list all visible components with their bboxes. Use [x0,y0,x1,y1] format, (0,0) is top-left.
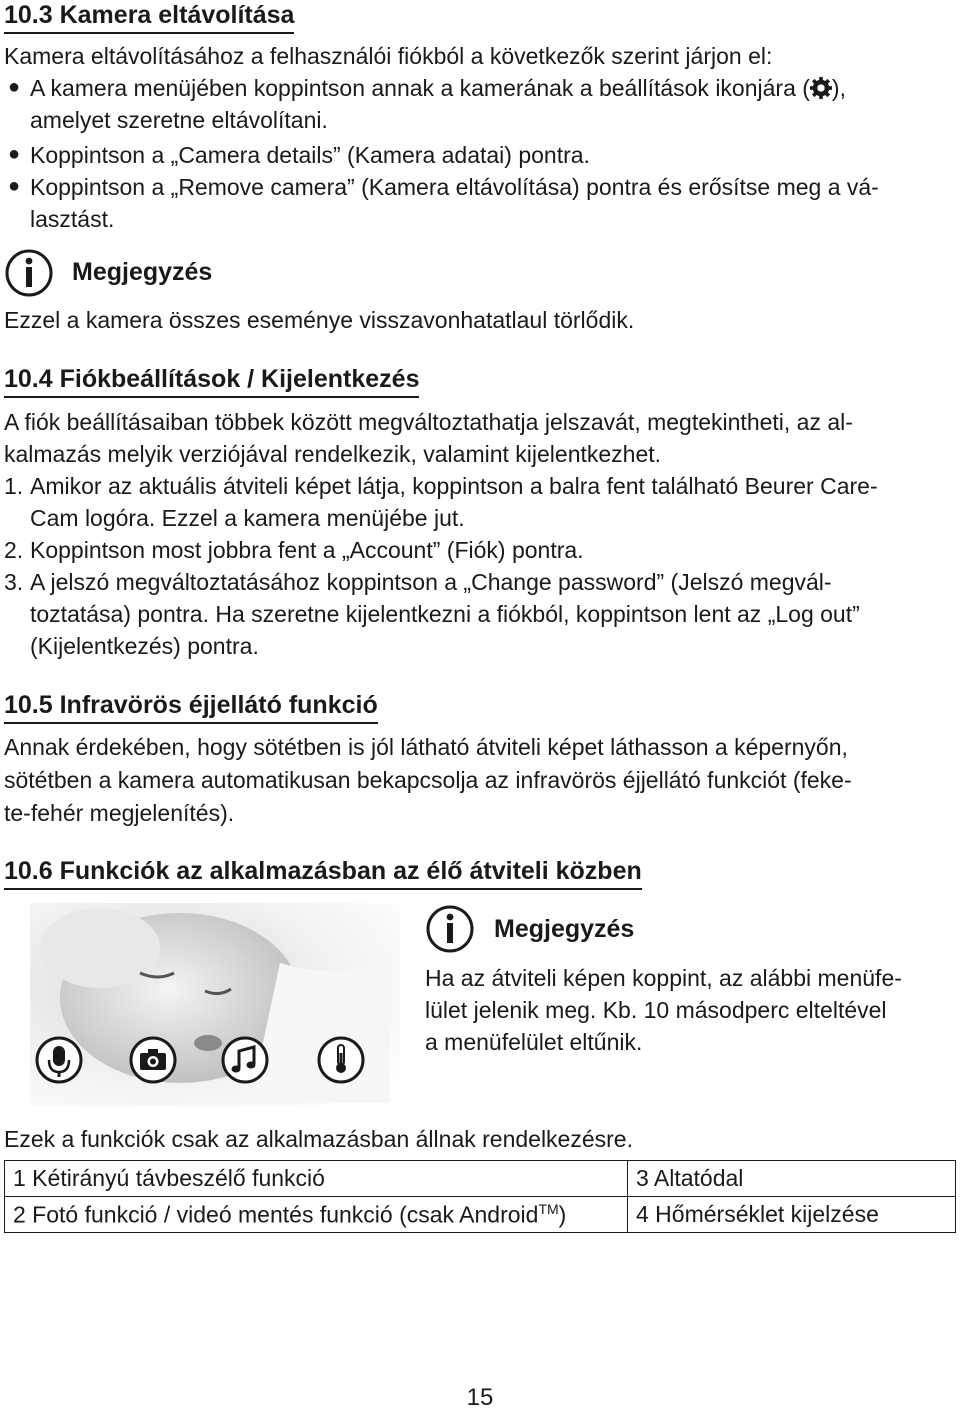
bullet-3-line-1: Koppintson a „Remove camera” (Kamera eltávolítása) pontra és erősítse meg a vá- [30,174,879,200]
step-number: 3. [4,569,24,595]
info-icon [4,248,54,298]
section-10-5-heading: 10.5 Infravörös éjjellátó funkció [4,690,378,724]
step-3-line-2: toztatása) pontra. Ha szeretne kijelentkezni a fiókból, koppintson lent az „Log out” [30,601,860,627]
step-number: 2. [4,537,24,563]
bullet-3-line-2: lasztást. [30,206,115,232]
step-2: Koppintson most jobbra fent a „Account” (Fiók) pontra. [30,537,584,563]
table-row [5,1197,956,1233]
step-1-line-1: Amikor az aktuális átviteli képet látja, koppintson a balra fent található Beurer Care- [30,473,878,499]
note-line-2: lület jelenik meg. Kb. 10 másodperc elteltével [425,997,887,1023]
availability-note: Ezek a funkciók csak az alkalmazásban állnak rendelkezésre. [4,1126,633,1152]
live-stream-photo [30,903,400,1106]
table-cell: 4 Hőmérséklet kijelzése [628,1197,956,1233]
bullet-1-line-2: amelyet szeretne eltávolítani. [30,107,328,133]
note-line-3: a menüfelület eltűnik. [425,1029,643,1055]
note-text: Ezzel a kamera összes eseménye visszavonhatatlaul törlődik. [4,307,635,333]
note-title: Megjegyzés [494,915,635,943]
table-row [5,1161,956,1197]
bullet-dot: ● [8,175,21,197]
note-title: Megjegyzés [72,258,213,286]
section-10-5-line-2: sötétben a kamera automatikusan bekapcsolja az infravörös éjjellátó funkciót (feke- [4,767,852,793]
section-10-3-heading: 10.3 Kamera eltávolítása [4,0,294,34]
bullet-2: Koppintson a „Camera details” (Kamera adatai) pontra. [30,142,590,168]
info-icon [425,904,475,954]
thermometer-icon [316,1035,366,1085]
bullet-dot: ● [8,143,21,165]
step-3-line-3: (Kijelentkezés) pontra. [30,633,259,659]
functions-table [4,1160,956,1233]
section-10-6-heading: 10.6 Funkciók az alkalmazásban az élő átviteli közben [4,856,642,890]
section-10-4-text-line-2: kalmazás melyik verziójával rendelkezik, valamint kijelentkezhet. [4,441,662,467]
section-10-4-heading: 10.4 Fiókbeállítások / Kijelentkezés [4,364,419,398]
step-1-line-2: Cam logóra. Ezzel a kamera menüjébe jut. [30,505,465,531]
camera-icon [128,1035,178,1085]
note-line-1: Ha az átviteli képen koppint, az alábbi menüfe- [425,965,902,991]
bullet-dot: ● [8,76,21,98]
gear-icon [810,77,832,99]
page-number: 15 [466,1384,494,1411]
music-note-icon [220,1035,270,1085]
step-number: 1. [4,473,24,499]
section-10-4-text-line-1: A fiók beállításaiban többek között megváltoztathatja jelszavát, megtekintheti, az al- [4,409,853,435]
section-10-5-line-1: Annak érdekében, hogy sötétben is jól látható átviteli képet láthasson a képernyőn, [4,734,848,760]
step-3-line-1: A jelszó megváltoztatásához koppintson a „Change password” (Jelszó megvál- [30,569,832,595]
bullet-1-line-1: A kamera menüjében koppintson annak a kamerának a beállítások ikonjára ( ), [30,75,846,101]
section-10-5-line-3: te-fehér megjelenítés). [4,800,235,826]
table-cell: 2 Fotó funkció / videó mentés funkció (csak Android™) [5,1197,628,1233]
table-cell: 3 Altatódal [628,1161,956,1197]
microphone-icon [34,1035,84,1085]
section-10-3-intro: Kamera eltávolításához a felhasználói fiókból a következők szerint járjon el: [4,43,773,69]
table-cell: 1 Kétirányú távbeszélő funkció [5,1161,628,1197]
